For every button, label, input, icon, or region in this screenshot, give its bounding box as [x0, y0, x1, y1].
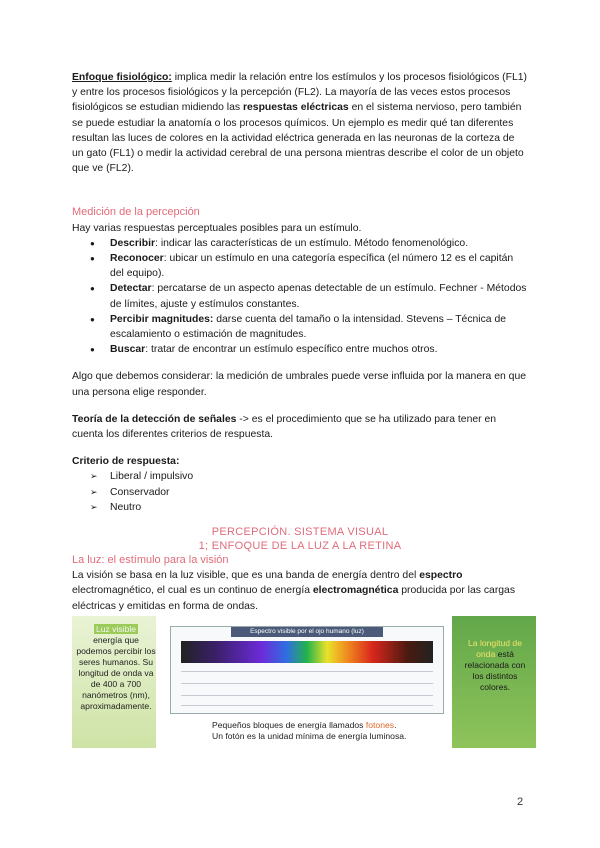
intro-paragraph: Enfoque fisiológico: implica medir la relación entre los estímulos y los procesos fisiológicos (FL1) y entre los procesos fisiológicos y la percepción (FL2). La mayoría de las veces estos procesos fisiológicos se estudian midiendo las respuestas eléctricas en el sistema nervioso, pero también se puede estudiar la anatomía o los procesos químicos. Un ejemplo es medir qué tan diferentes resultan las luces de colores en la actividad eléctrica generada en las neuronas de la corteza de un gato (FL1) o medir la actividad cerebral de una persona mientras describe el color de un objeto que ve (FL2). — [72, 72, 528, 175]
spectrum-figure — [72, 616, 536, 748]
umbral-note: Algo que debemos considerar: la medición de umbrales puede verse influida por la manera en que una persona elige responder. — [72, 371, 527, 398]
teoria-paragraph: Teoría de la detección de señales -> es el procedimiento que se ha utilizado para tener en cuenta los diferentes criterios de respuesta. — [72, 413, 497, 441]
list-item: ● Reconocer: ubicar un estímulo en una categoría específica (el número 12 es el capitán del equipo). — [110, 251, 528, 281]
luz-heading: La luz: el estímulo para la visión — [72, 554, 229, 567]
intro-label: Enfoque fisiológico: — [72, 72, 172, 83]
response-list — [72, 236, 528, 358]
page-number: 2 — [517, 796, 524, 808]
list-item: ➢ Neutro — [110, 500, 528, 515]
medicion-heading: Medición de la percepción — [72, 206, 200, 219]
section-title: PERCEPCIÓN. SISTEMA VISUAL — [211, 526, 389, 539]
list-item: ➢ Conservador — [110, 485, 528, 500]
longitud-onda-text: La longitud de onda está relacionada con los distintos colores. — [464, 638, 526, 692]
list-item: ● Detectar: percatarse de un aspecto apenas detectable de un estímulo. Fechner - Métodos de límites, ajuste y estímulos constantes. — [110, 281, 528, 311]
spectrum-title: Espectro visible por el ojo humano (luz) — [231, 627, 383, 637]
section-subtitle: 1; ENFOQUE DE LA LUZ A LA RETINA — [198, 540, 402, 553]
list-item: ● Describir: indicar las características de un estímulo. Método fenomenológico. — [110, 236, 528, 251]
grid-line — [181, 683, 433, 684]
list-item: ● Buscar: tratar de encontrar un estímulo específico entre muchos otros. — [110, 342, 528, 357]
list-item: ➢ Liberal / impulsivo — [110, 469, 528, 484]
spectrum-diagram — [170, 626, 444, 714]
grid-line — [181, 705, 433, 706]
medicion-lead: Hay varias respuestas perceptuales posibles para un estímulo. — [72, 222, 362, 234]
grid-line — [181, 695, 433, 696]
luz-paragraph: La visión se basa en la luz visible, que es una banda de energía dentro del espectro electromagnético, el cual es un continuo de energía electromagnética producida por las cargas eléctricas y emitidas en forma de ondas. — [72, 570, 516, 612]
figure-caption: Pequeños bloques de energía llamados fotones. Un fotón es la unidad mínima de energía luminosa. — [212, 720, 407, 741]
luz-visible-text: Luz visible energía que podemos percibir los seres humanos. Su longitud de onda va de 400 a 700 nanómetros (nm), aproximadamente. — [76, 624, 156, 711]
grid-line — [181, 671, 433, 672]
page-content — [72, 70, 528, 614]
spectrum-bar — [181, 641, 433, 663]
criterio-list — [72, 469, 528, 515]
criterio-heading: Criterio de respuesta: — [72, 456, 180, 468]
list-item: ● Percibir magnitudes: darse cuenta del tamaño o la intensidad. Stevens – Técnica de escalamiento o estimación de magnitudes. — [110, 312, 528, 342]
